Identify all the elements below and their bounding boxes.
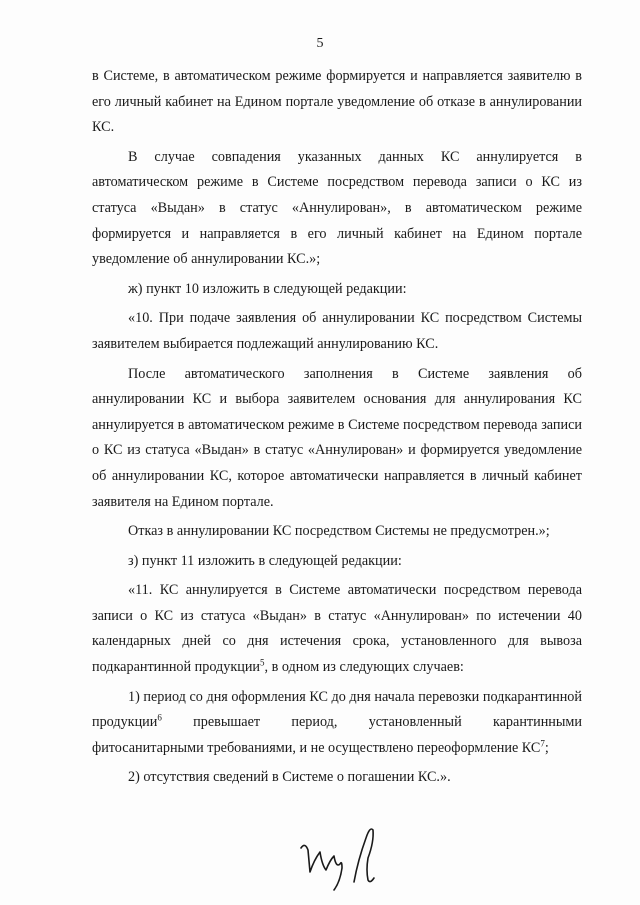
- paragraph: В случае совпадения указанных данных КС аннулируется в автоматическом режиме в Системе посредством перевода записи о КС из статуса «Выдан» в статус «Аннулирован», в автоматическом режиме формируется и направляется в его личный кабинет на Едином портале уведомление об аннулировании КС.»;: [92, 148, 582, 268]
- paragraph: После автоматического заполнения в Системе заявления об аннулировании КС и выбора заявителем основания для аннулирования КС аннулируется в автоматическом режиме в Системе посредством перевода записи о КС из статуса «Выдан» в статус «Аннулирован» и формируется уведомление об аннулировании КС, которое автоматически направляется в личный кабинет заявителя на Едином портале.: [92, 365, 582, 510]
- document-body: [92, 64, 582, 795]
- footnote-mark: 7: [540, 738, 545, 749]
- footnote-mark: 6: [157, 712, 162, 723]
- paragraph: ж) пункт 10 изложить в следующей редакции:: [128, 280, 407, 297]
- paragraph: в Системе, в автоматическом режиме формируется и направляется заявителю в его личный кабинет на Едином портале уведомление об отказе в аннулировании КС.: [92, 68, 582, 136]
- footnote-mark: 5: [260, 657, 265, 668]
- paragraph: 1) период со дня оформления КС до дня начала перевозки подкарантинной продукции$^6$ превышает период, установленный карантинными фитосанитарными требованиями, и не осуществлено переоформление $КС^7$;: [92, 688, 582, 756]
- paragraph: Отказ в аннулировании КС посредством Системы не предусмотрен.»;: [128, 523, 550, 540]
- paragraph: «11. КС аннулируется в Системе автоматически посредством перевода записи о КС из статуса «Выдан» в статус «Аннулирован» по истечении 40 календарных дней со дня истечения срока, установленного для вывоза подкарантинной продукции$^5$, в одном из следующих случаев:: [92, 582, 582, 676]
- paragraph: 2) отсутствия сведений в Системе о погашении КС.».: [128, 769, 451, 786]
- paragraph: «10. При подаче заявления об аннулировании КС посредством Системы заявителем выбирается подлежащий аннулированию КС.: [92, 310, 582, 352]
- handwritten-signature: [296, 820, 386, 900]
- page-number: 5: [316, 36, 324, 51]
- paragraph: з) пункт 11 изложить в следующей редакции:: [128, 552, 402, 569]
